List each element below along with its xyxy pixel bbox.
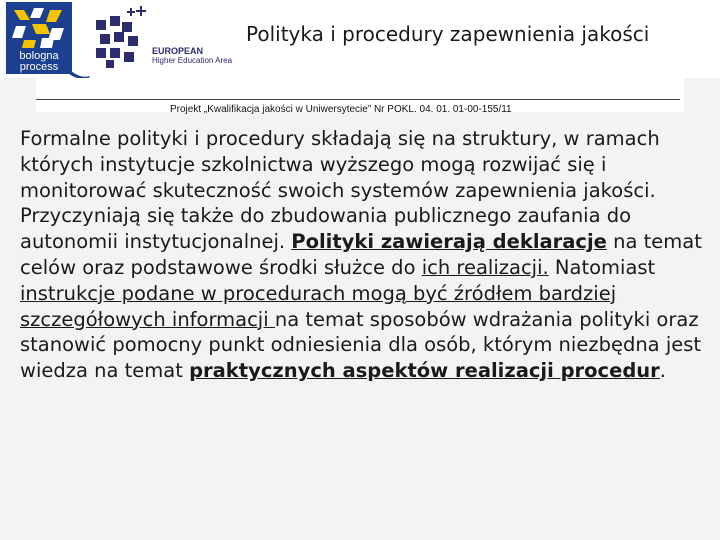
bologna-text-line2: process bbox=[19, 61, 59, 73]
bologna-stars-icon bbox=[10, 6, 68, 50]
body-underlined-bold-2: praktycznych aspektów realizacji procedur bbox=[189, 359, 660, 383]
body-underlined-bold-1: Polityki zawierają deklaracje bbox=[291, 230, 607, 254]
body-text-2: na temat celów oraz podstawowe środki służce do bbox=[20, 230, 702, 279]
body-text-5: . bbox=[659, 359, 666, 383]
page-title: Polityka i procedury zapewnienia jakości bbox=[246, 22, 650, 46]
ehea-puzzle-icon bbox=[92, 6, 150, 72]
header-bar bbox=[0, 0, 720, 78]
body-text-1: Formalne polityki i procedury składają się na struktury, w ramach których instytucje szkolnictwa wyższego mogą rozwijać się i monitorować skuteczność swoich systemów zapewnienia jakości. Przyczyniają się także do zbudowania publicznego zaufania do autonomii instytucjonalnej. bbox=[20, 127, 660, 254]
body-text-3: Natomiast bbox=[548, 255, 656, 279]
bologna-text-line1: bologna bbox=[19, 50, 59, 62]
body-paragraph bbox=[20, 126, 710, 384]
ehea-text-line1: EUROPEAN bbox=[152, 46, 204, 56]
ehea-logo bbox=[92, 6, 242, 72]
ehea-text-line2: Higher Education Area bbox=[152, 56, 233, 65]
divider-line bbox=[36, 99, 680, 100]
body-text-4: na temat sposobów wdrażania polityki oraz stanowić pomocny punkt odniesienia dla osób, którym niezbędna jest wiedza na temat bbox=[20, 307, 702, 383]
project-label: Projekt „Kwalifikacja jakości w Uniwersytecie” Nr POKL. 04. 01. 01-00-155/11 bbox=[170, 104, 512, 115]
body-underlined-1: ich realizacji. bbox=[421, 255, 549, 279]
body-underlined-2: instrukcje podane w procedurach mogą być źródłem bardziej szczegółowych informacji bbox=[20, 281, 617, 331]
